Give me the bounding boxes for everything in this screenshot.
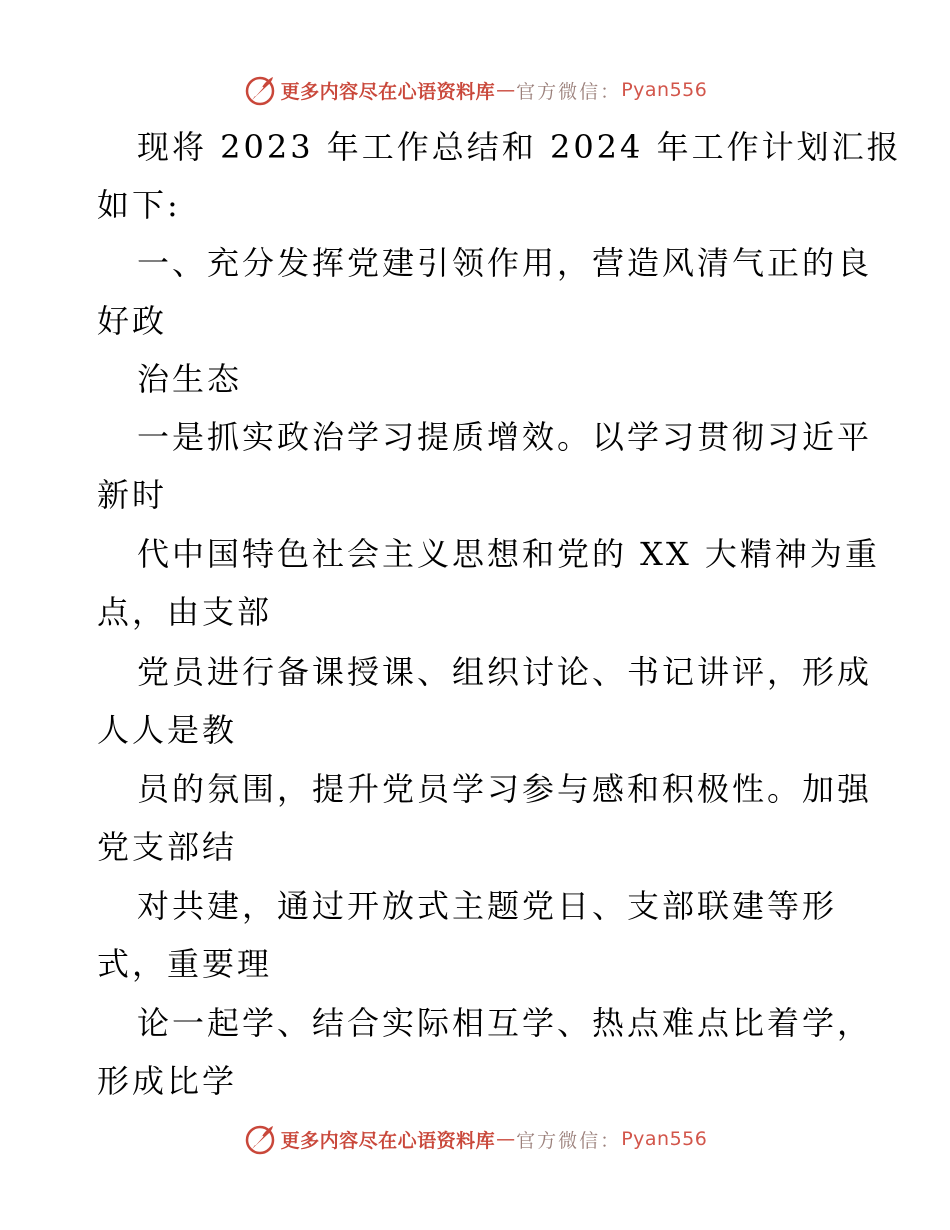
footer-watermark-banner [0,1119,950,1159]
body-line: 党员进行备课授课、组织讨论、书记讲评，形成 [137,653,873,691]
body-line: 式，重要理 [97,945,273,983]
body-line: 新时 [97,476,168,514]
body-line: 治生态 [137,360,243,398]
body-line: 如下: [97,186,181,224]
banner-wechat-id: Pyan556 [621,1128,708,1150]
banner-wechat-label: 官方微信： [516,1129,622,1152]
body-line: 现将 2023 年工作总结和 2024 年工作计划汇报 [137,128,902,166]
body-line: 一、充分发挥党建引领作用，营造风清气正的良 [137,244,873,282]
banner-text: 更多内容尽在心语资料库 [280,80,496,103]
body-line: 形成比学 [97,1062,238,1100]
body-line: 好政 [97,302,168,340]
feather-pen-logo-icon [243,1122,277,1156]
body-line: 人人是教 [97,711,238,749]
body-line: 对共建，通过开放式主题党日、支部联建等形 [137,887,838,925]
body-line: 一是抓实政治学习提质增效。以学习贯彻习近平 [137,418,873,456]
body-line: 员的氛围，提升党员学习参与感和积极性。加强 [137,770,873,808]
body-line: 论一起学、结合实际相互学、热点难点比着学， [137,1004,873,1042]
banner-dash: — [496,79,516,101]
banner-wechat-label: 官方微信： [516,80,622,103]
banner-text: 更多内容尽在心语资料库 [280,1129,496,1152]
body-line: 点，由支部 [97,593,273,631]
body-line: 代中国特色社会主义思想和党的 XX 大精神为重 [137,535,880,573]
banner-dash: — [496,1128,516,1150]
banner-wechat-id: Pyan556 [621,79,708,101]
body-line: 党支部结 [97,828,238,866]
